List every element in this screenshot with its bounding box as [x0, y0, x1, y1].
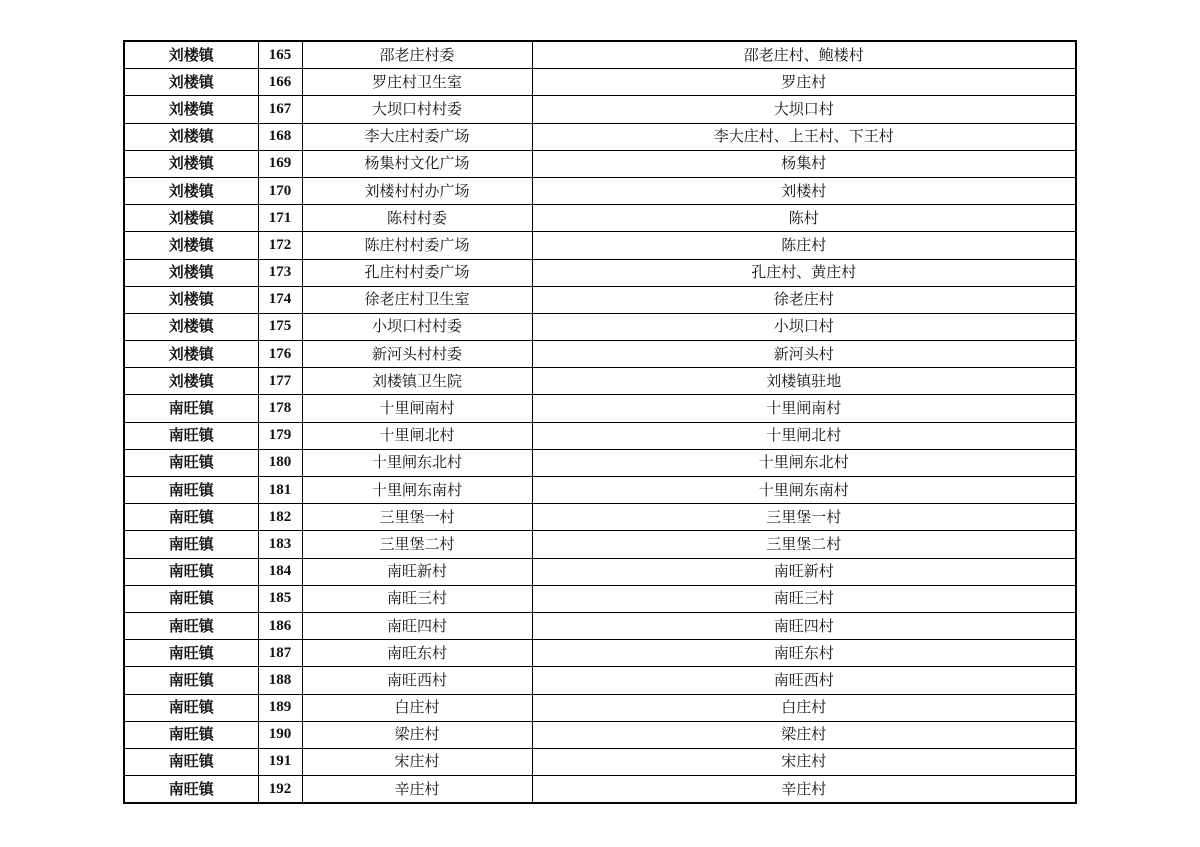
town-cell: 刘楼镇: [124, 177, 258, 204]
coverage-cell: 南旺东村: [532, 640, 1076, 667]
table-row: [124, 286, 1076, 313]
coverage-cell: 陈庄村: [532, 232, 1076, 259]
number-cell: 167: [258, 96, 302, 123]
number-cell: 169: [258, 150, 302, 177]
coverage-cell: 南旺四村: [532, 612, 1076, 639]
number-cell: 172: [258, 232, 302, 259]
site-cell: 大坝口村村委: [302, 96, 532, 123]
town-cell: 刘楼镇: [124, 286, 258, 313]
number-cell: 178: [258, 395, 302, 422]
table-row: [124, 259, 1076, 286]
coverage-cell: 三里堡二村: [532, 531, 1076, 558]
site-cell: 孔庄村村委广场: [302, 259, 532, 286]
table-row: [124, 232, 1076, 259]
number-cell: 180: [258, 449, 302, 476]
number-cell: 188: [258, 667, 302, 694]
coverage-cell: 十里闸北村: [532, 422, 1076, 449]
table-row: [124, 776, 1076, 804]
town-cell: 刘楼镇: [124, 69, 258, 96]
number-cell: 176: [258, 341, 302, 368]
site-cell: 南旺东村: [302, 640, 532, 667]
coverage-cell: 十里闸南村: [532, 395, 1076, 422]
number-cell: 166: [258, 69, 302, 96]
number-cell: 187: [258, 640, 302, 667]
number-cell: 177: [258, 368, 302, 395]
site-cell: 南旺三村: [302, 585, 532, 612]
site-cell: 刘楼镇卫生院: [302, 368, 532, 395]
town-cell: 刘楼镇: [124, 96, 258, 123]
site-cell: 三里堡一村: [302, 504, 532, 531]
number-cell: 165: [258, 41, 302, 69]
coverage-cell: 小坝口村: [532, 313, 1076, 340]
town-cell: 刘楼镇: [124, 368, 258, 395]
number-cell: 174: [258, 286, 302, 313]
number-cell: 192: [258, 776, 302, 804]
site-cell: 梁庄村: [302, 721, 532, 748]
town-cell: 刘楼镇: [124, 259, 258, 286]
coverage-cell: 白庄村: [532, 694, 1076, 721]
site-cell: 南旺四村: [302, 612, 532, 639]
site-cell: 辛庄村: [302, 776, 532, 804]
coverage-cell: 杨集村: [532, 150, 1076, 177]
number-cell: 182: [258, 504, 302, 531]
coverage-cell: 三里堡一村: [532, 504, 1076, 531]
number-cell: 171: [258, 205, 302, 232]
table-row: [124, 177, 1076, 204]
number-cell: 168: [258, 123, 302, 150]
sites-table: [123, 40, 1077, 804]
site-cell: 徐老庄村卫生室: [302, 286, 532, 313]
table-row: [124, 667, 1076, 694]
coverage-cell: 十里闸东北村: [532, 449, 1076, 476]
coverage-cell: 大坝口村: [532, 96, 1076, 123]
table-row: [124, 205, 1076, 232]
coverage-cell: 孔庄村、黄庄村: [532, 259, 1076, 286]
site-cell: 邵老庄村委: [302, 41, 532, 69]
table-row: [124, 368, 1076, 395]
table-row: [124, 612, 1076, 639]
site-cell: 陈村村委: [302, 205, 532, 232]
site-cell: 李大庄村委广场: [302, 123, 532, 150]
table-row: [124, 558, 1076, 585]
table-row: [124, 449, 1076, 476]
site-cell: 白庄村: [302, 694, 532, 721]
coverage-cell: 南旺三村: [532, 585, 1076, 612]
town-cell: 南旺镇: [124, 504, 258, 531]
site-cell: 刘楼村村办广场: [302, 177, 532, 204]
site-cell: 十里闸东南村: [302, 477, 532, 504]
town-cell: 刘楼镇: [124, 123, 258, 150]
coverage-cell: 陈村: [532, 205, 1076, 232]
table-row: [124, 640, 1076, 667]
site-cell: 南旺新村: [302, 558, 532, 585]
sites-table-body: [124, 41, 1076, 803]
table-row: [124, 504, 1076, 531]
town-cell: 刘楼镇: [124, 150, 258, 177]
site-cell: 十里闸南村: [302, 395, 532, 422]
number-cell: 186: [258, 612, 302, 639]
number-cell: 189: [258, 694, 302, 721]
site-cell: 宋庄村: [302, 748, 532, 775]
town-cell: 南旺镇: [124, 667, 258, 694]
table-row: [124, 123, 1076, 150]
town-cell: 南旺镇: [124, 422, 258, 449]
table-row: [124, 748, 1076, 775]
coverage-cell: 李大庄村、上王村、下王村: [532, 123, 1076, 150]
table-row: [124, 150, 1076, 177]
town-cell: 刘楼镇: [124, 313, 258, 340]
town-cell: 刘楼镇: [124, 205, 258, 232]
town-cell: 南旺镇: [124, 721, 258, 748]
coverage-cell: 宋庄村: [532, 748, 1076, 775]
table-row: [124, 477, 1076, 504]
table-row: [124, 721, 1076, 748]
number-cell: 170: [258, 177, 302, 204]
number-cell: 173: [258, 259, 302, 286]
coverage-cell: 刘楼村: [532, 177, 1076, 204]
number-cell: 179: [258, 422, 302, 449]
coverage-cell: 辛庄村: [532, 776, 1076, 804]
site-cell: 小坝口村村委: [302, 313, 532, 340]
coverage-cell: 邵老庄村、鲍楼村: [532, 41, 1076, 69]
town-cell: 刘楼镇: [124, 41, 258, 69]
number-cell: 184: [258, 558, 302, 585]
town-cell: 南旺镇: [124, 395, 258, 422]
coverage-cell: 南旺新村: [532, 558, 1076, 585]
site-cell: 新河头村村委: [302, 341, 532, 368]
town-cell: 南旺镇: [124, 585, 258, 612]
number-cell: 183: [258, 531, 302, 558]
table-row: [124, 694, 1076, 721]
town-cell: 南旺镇: [124, 612, 258, 639]
town-cell: 南旺镇: [124, 640, 258, 667]
number-cell: 181: [258, 477, 302, 504]
table-row: [124, 395, 1076, 422]
coverage-cell: 刘楼镇驻地: [532, 368, 1076, 395]
coverage-cell: 梁庄村: [532, 721, 1076, 748]
site-cell: 三里堡二村: [302, 531, 532, 558]
table-row: [124, 313, 1076, 340]
town-cell: 南旺镇: [124, 449, 258, 476]
table-row: [124, 41, 1076, 69]
site-cell: 十里闸东北村: [302, 449, 532, 476]
table-row: [124, 69, 1076, 96]
number-cell: 190: [258, 721, 302, 748]
table-row: [124, 585, 1076, 612]
town-cell: 南旺镇: [124, 477, 258, 504]
number-cell: 175: [258, 313, 302, 340]
coverage-cell: 十里闸东南村: [532, 477, 1076, 504]
site-cell: 南旺西村: [302, 667, 532, 694]
town-cell: 南旺镇: [124, 558, 258, 585]
coverage-cell: 南旺西村: [532, 667, 1076, 694]
town-cell: 南旺镇: [124, 748, 258, 775]
table-row: [124, 341, 1076, 368]
town-cell: 南旺镇: [124, 694, 258, 721]
town-cell: 南旺镇: [124, 776, 258, 804]
number-cell: 191: [258, 748, 302, 775]
number-cell: 185: [258, 585, 302, 612]
site-cell: 罗庄村卫生室: [302, 69, 532, 96]
table-row: [124, 531, 1076, 558]
site-cell: 杨集村文化广场: [302, 150, 532, 177]
town-cell: 刘楼镇: [124, 341, 258, 368]
site-cell: 陈庄村村委广场: [302, 232, 532, 259]
coverage-cell: 新河头村: [532, 341, 1076, 368]
coverage-cell: 徐老庄村: [532, 286, 1076, 313]
coverage-cell: 罗庄村: [532, 69, 1076, 96]
table-row: [124, 96, 1076, 123]
town-cell: 南旺镇: [124, 531, 258, 558]
town-cell: 刘楼镇: [124, 232, 258, 259]
site-cell: 十里闸北村: [302, 422, 532, 449]
table-row: [124, 422, 1076, 449]
